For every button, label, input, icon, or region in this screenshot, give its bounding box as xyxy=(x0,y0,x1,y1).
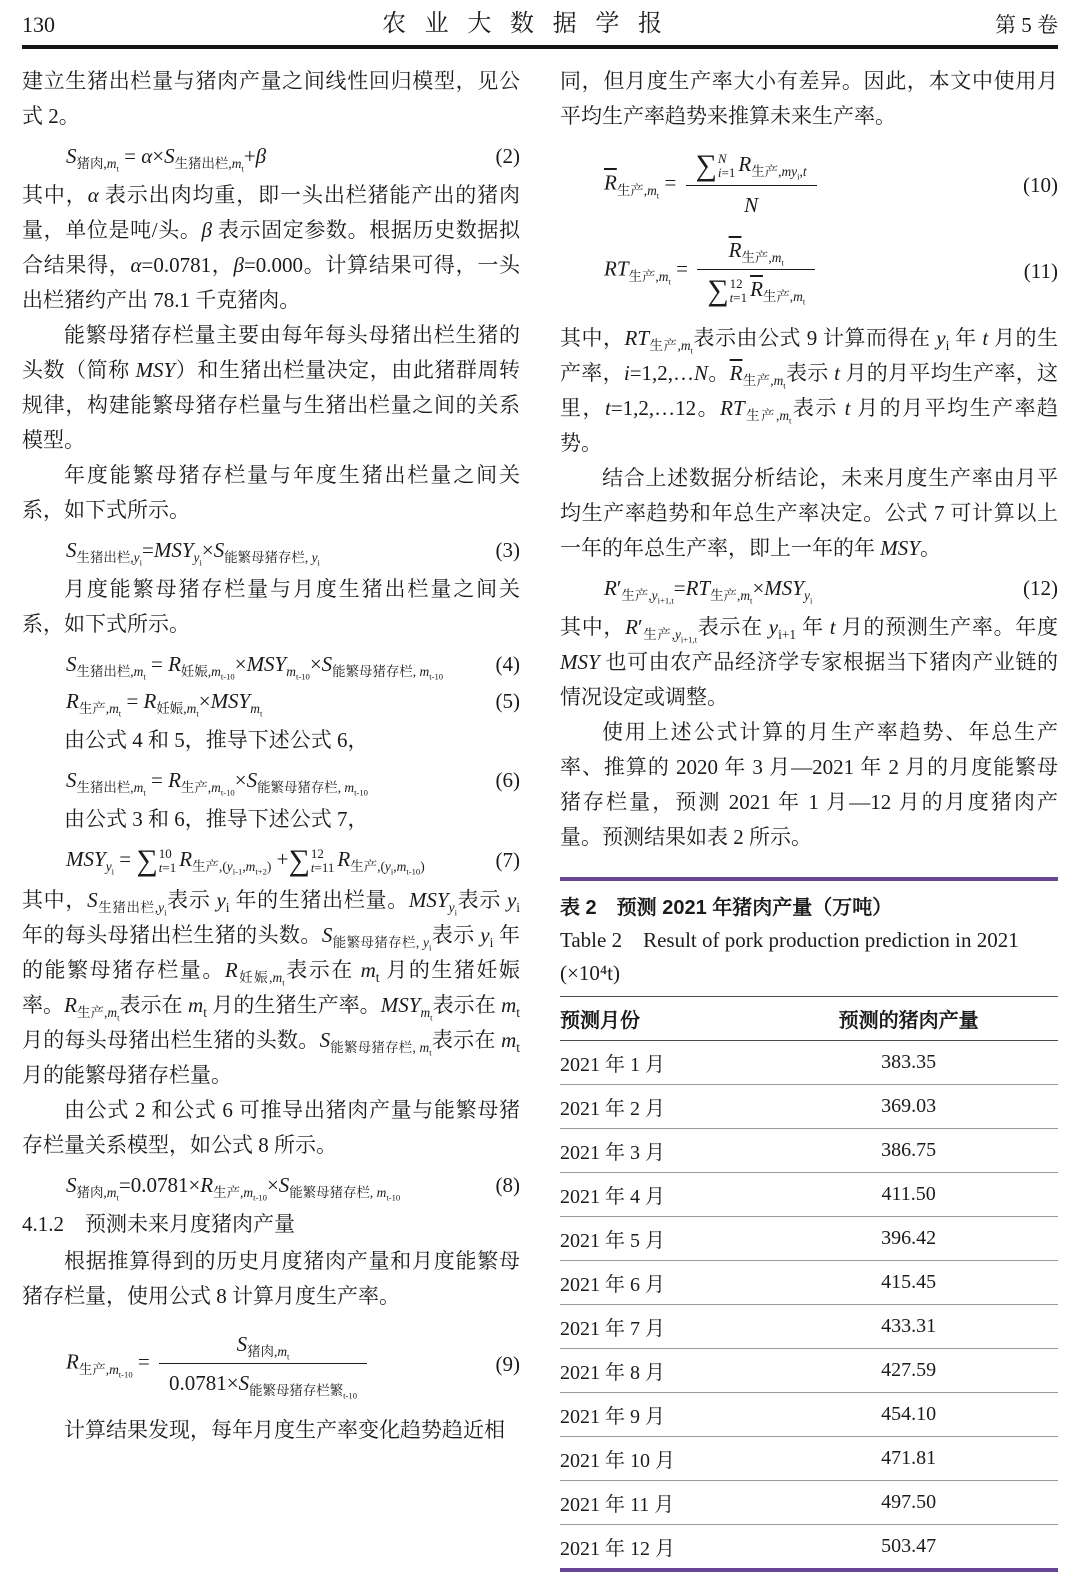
equation-body: $S_{生猪出栏,m_t} = R_{妊娠,m_{t-10}}\times MSY_{m_{t-10}}\times S_{能繁母猪存栏, m_{t-10}}$ xyxy=(66,652,444,682)
paragraph-where-12: 其中，$R'_{生产,y_{i+1,t}}$表示在 $y_{i+1}$ 年 t 月的预测生产率。年度 MSY 也可由农产品经济学专家根据当下猪肉产业链的情况设定或调整。 xyxy=(560,615,1059,709)
table-row xyxy=(560,1349,1058,1393)
table-row xyxy=(560,1217,1058,1261)
value-cell: 497.50 xyxy=(759,1481,1058,1525)
equation-body: $R'_{生产,y_{i+1,t}}=RT_{生产,m_t}\times MSY_{y_i}$ xyxy=(604,576,813,606)
value-cell: 503.47 xyxy=(881,1535,937,1557)
value-cell: 396.42 xyxy=(759,1217,1058,1261)
equation-number: (2) xyxy=(495,144,520,168)
equation-body: $\overline{R}_{生产,m_t}$ = ∑ N i=1 $R_{生产,my_i,t}$ N xyxy=(560,149,821,220)
month-cell: 2021 年 4 月 xyxy=(560,1173,759,1217)
month-cell: 2021 年 7 月 xyxy=(560,1305,759,1349)
running-head xyxy=(22,12,1058,49)
two-column-body xyxy=(22,64,1058,1572)
month-cell: 2021 年 11 月 xyxy=(560,1481,759,1525)
month-cell: 2021 年 2 月 xyxy=(560,1085,759,1129)
equation-body: $S_{猪肉,m_t} = \alpha\times S_{生猪出栏,m_t}+\beta$ xyxy=(66,144,267,174)
table-2-block xyxy=(560,877,1058,1572)
equation-number: (6) xyxy=(495,768,520,792)
month-cell: 2021 年 12 月 xyxy=(560,1538,675,1560)
month-cell: 2021 年 8 月 xyxy=(560,1349,759,1393)
equation-body: $R_{生产,m_t} = R_{妊娠,m_t}\times MSY_{m_t}$ xyxy=(66,689,263,719)
equation-body: $S_{生猪出栏,y_i}=MSY_{y_i}\times S_{能繁母猪存栏, y_i}$ xyxy=(66,538,320,568)
equation-11 xyxy=(560,235,1058,306)
equation-number: (12) xyxy=(1023,576,1058,600)
table-caption-zh: 表 2 预测 2021 年猪肉产量（万吨） xyxy=(560,897,893,919)
equation-body: $S_{猪肉,m_t}=0.0781\times R_{生产,m_{t-10}}\times S_{能繁母猪存栏, m_{t-10}}$ xyxy=(66,1173,401,1203)
table-row xyxy=(560,1041,1058,1085)
equation-body: $S_{生猪出栏,m_t} = R_{生产,m_{t-10}}\times S_{能繁母猪存栏, m_{t-10}}$ xyxy=(66,768,368,798)
equation-number: (5) xyxy=(495,689,520,713)
paragraph-derive-7: 由公式 3 和 6，推导下述公式 7， xyxy=(64,807,369,831)
value-cell: 383.35 xyxy=(759,1041,1058,1085)
page-number: 130 xyxy=(22,12,55,37)
section-heading-412: 4.1.2 预测未来月度猪肉产量 xyxy=(22,1212,295,1236)
paragraph-where-11: 其中，$RT_{生产,m_t}$表示由公式 9 计算而得在 $y_i$ 年 t 月的生产率，i=1,2,…N。$\overline{R}_{生产,m_t}$表示 t 月的月平均生产率，这里，t=1,2,…12。$RT_{生产,m_t}$表示 t 月的月平均生产率趋势。 xyxy=(560,326,1059,455)
equation-number: (4) xyxy=(495,652,520,676)
table-row xyxy=(560,1261,1058,1305)
paragraph-monthly: 月度能繁母猪存栏量与月度生猪出栏量之间关系，如下式所示。 xyxy=(22,577,520,636)
table-row xyxy=(560,1129,1058,1173)
equation-5 xyxy=(22,686,520,719)
equation-number: (10) xyxy=(1023,172,1058,197)
equation-body: $MSY_{y_i}$ = ∑ 10 t=1 $R_{生产,(y_{i-1},m_{t+2})}$ +∑ 12 t=11 $R_{生产,(y_i,m_{t-10})}$ xyxy=(66,844,425,877)
equation-2 xyxy=(22,141,520,174)
equation-number: (11) xyxy=(1023,258,1058,283)
paragraph-where-7: 其中，$S_{生猪出栏,y_i}$表示 $y_i$ 年的生猪出栏量。$MSY_{y_i}$表示 $y_i$ 年的每头母猪出栏生猪的头数。$S_{能繁母猪存栏, y_i}$表示 $y_i$ 年的能繁母猪存栏量。$R_{妊娠,m_t}$表示在 $m_t$ 月的生猪妊娠率。$R_{生产,m_t}$表示在 $m_t$ 月的生猪生产率。$MSY_{m_t}$表示在 $m_t$ 月的每头母猪出栏生猪的头数。$S_{能繁母猪存栏, m_t}$表示在 $m_t$ 月的能繁母猪存栏量。 xyxy=(22,888,521,1087)
paragraph-intro: 建立生猪出栏量与猪肉产量之间线性回归模型，见公式 2。 xyxy=(22,69,520,128)
month-cell: 2021 年 9 月 xyxy=(560,1393,759,1437)
paragraph-412: 根据推算得到的历史月度猪肉产量和月度能繁母猪存栏量，使用公式 8 计算月度生产率。 xyxy=(22,1249,520,1308)
table-row xyxy=(560,1525,1058,1571)
table-row xyxy=(560,1437,1058,1481)
month-cell: 2021 年 3 月 xyxy=(560,1129,759,1173)
paragraph-msy: 能繁母猪存栏量主要由每年每头母猪出栏生猪的头数（简称 MSY）和生猪出栏量决定，由此猪群周转规律，构建能繁母猪存栏量与生猪出栏量之间的关系模型。 xyxy=(22,323,521,452)
value-cell: 386.75 xyxy=(759,1129,1058,1173)
paragraph-combine: 结合上述数据分析结论，未来月度生产率由月平均生产率趋势和年总生产率决定。公式 7 可计算以上一年的年总生产率，即上一年的年 MSY。 xyxy=(560,466,1058,560)
equation-12 xyxy=(560,573,1058,606)
equation-number: (7) xyxy=(495,848,520,872)
paragraph-usage: 使用上述公式计算的月生产率趋势、年总生产率、推算的 2020 年 3 月—2021 年 2 月的月度能繁母猪存栏量，预测 2021 年 1 月—12 月的月度猪肉产量。预测结果如表 2 所示。 xyxy=(560,720,1058,849)
right-column xyxy=(560,64,1058,1572)
table-row xyxy=(560,1393,1058,1437)
month-cell: 2021 年 6 月 xyxy=(560,1261,759,1305)
equation-3 xyxy=(22,535,520,568)
table-row xyxy=(560,1173,1058,1217)
equation-number: (8) xyxy=(495,1173,520,1197)
table-row xyxy=(560,1481,1058,1525)
volume-label: 第 5 卷 xyxy=(994,13,1058,37)
equation-number: (9) xyxy=(495,1351,520,1376)
equation-number: (3) xyxy=(495,538,520,562)
paragraph-annual: 年度能繁母猪存栏量与年度生猪出栏量之间关系，如下式所示。 xyxy=(22,463,520,522)
month-cell: 2021 年 10 月 xyxy=(560,1437,759,1481)
equation-10 xyxy=(560,149,1058,220)
value-cell: 415.45 xyxy=(759,1261,1058,1305)
equation-9 xyxy=(22,1329,520,1401)
value-cell: 369.03 xyxy=(759,1085,1058,1129)
table-caption-en: Table 2 Result of pork production prediction in 2021 (×10⁴t) xyxy=(560,928,1019,985)
month-cell: 2021 年 5 月 xyxy=(560,1217,759,1261)
paragraph-derive-6: 由公式 4 和 5，推导下述公式 6， xyxy=(64,728,369,752)
equation-7 xyxy=(22,844,520,876)
journal-title: 农 业 大 数 据 学 报 xyxy=(381,10,668,37)
paragraph-alpha-beta: 其中，α 表示出肉均重，即一头出栏猪能产出的猪肉量，单位是吨/头。β 表示固定参数。根据历史数据拟合结果得，α=0.0781，β=0.000。计算结果可得，一头出栏猪约产出 78.1 千克猪肉。 xyxy=(22,183,521,312)
column-header-month: 预测月份 xyxy=(560,997,759,1041)
value-cell: 454.10 xyxy=(759,1393,1058,1437)
pork-prediction-table xyxy=(560,996,1058,1572)
left-column xyxy=(22,64,520,1572)
table-row xyxy=(560,1305,1058,1349)
equation-4 xyxy=(22,649,520,682)
value-cell: 433.31 xyxy=(759,1305,1058,1349)
paragraph-result: 计算结果发现，每年月度生产率变化趋势趋近相 xyxy=(64,1418,505,1442)
column-header-value: 预测的猪肉产量 xyxy=(759,997,1058,1041)
value-cell: 427.59 xyxy=(759,1349,1058,1393)
table-row xyxy=(560,1085,1058,1129)
equation-body: $RT_{生产,m_t}$ = $\overline{R}_{生产,m_t}$ ∑ 12 t=1 $\overline{R}_{生产,m_t}$ xyxy=(560,235,819,306)
paragraph-continued: 同，但月度生产率大小有差异。因此，本文中使用月平均生产率趋势来推算未来生产率。 xyxy=(560,69,1058,128)
month-cell: 2021 年 1 月 xyxy=(560,1041,759,1085)
value-cell: 471.81 xyxy=(759,1437,1058,1481)
equation-body: $R_{生产,m_{t-10}}$ = $\frac{S_{猪肉,m_t}}{0.0781\times S_{能繁母猪存栏繁_{t-10}}}$ xyxy=(22,1329,371,1398)
equation-8 xyxy=(22,1170,520,1203)
value-cell: 411.50 xyxy=(759,1173,1058,1217)
paragraph-derive-8: 由公式 2 和公式 6 可推导出猪肉产量与能繁母猪存栏量关系模型，如公式 8 所示。 xyxy=(22,1098,520,1157)
table-header-row xyxy=(560,997,1058,1041)
equation-6 xyxy=(22,765,520,798)
